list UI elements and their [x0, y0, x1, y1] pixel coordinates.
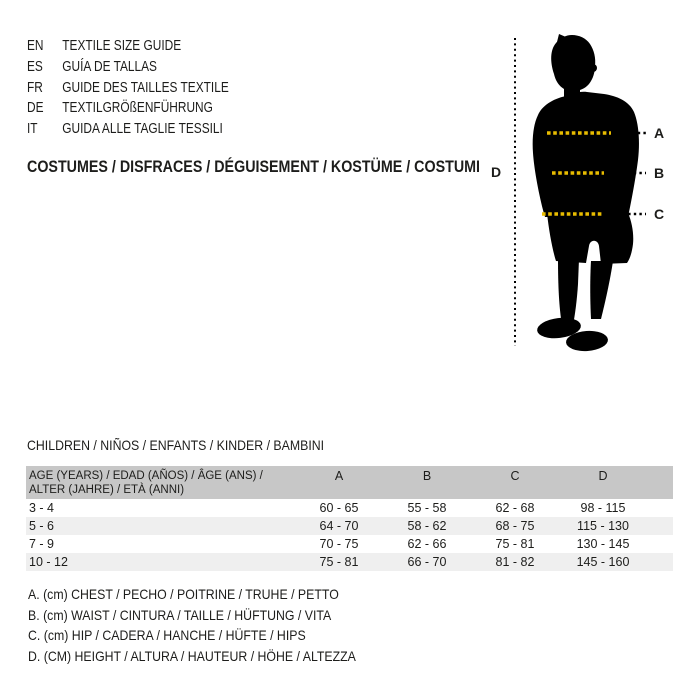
age-cell: 10 - 12 [29, 555, 68, 569]
age-cell: 7 - 9 [29, 537, 55, 551]
size-table [26, 466, 673, 571]
value-cell-c: 62 - 68 [495, 501, 535, 515]
header-spacer [647, 466, 673, 499]
age-header-line2: ALTER (JAHRE) / ETÀ (ANNI) [29, 484, 185, 496]
measure-label-d: D [491, 164, 502, 180]
language-row-de [27, 98, 229, 119]
value-cell-a: 70 - 75 [319, 537, 359, 551]
value-cell-b: 58 - 62 [407, 519, 447, 533]
category-title: COSTUMES / DISFRACES / DÉGUISEMENT / KOSTÜME / COSTUMI [27, 157, 481, 176]
age-header-line1: AGE (YEARS) / EDAD (AÑOS) / ÂGE (ANS) / [29, 470, 263, 482]
legend-item-waist: B. (cm) WAIST / CINTURA / TAILLE / HÜFTUNG / VITA [28, 606, 332, 623]
language-label: GUIDE DES TAILLES TEXTILE [62, 79, 229, 96]
column-header-c: C [510, 469, 520, 483]
language-code: IT [27, 121, 38, 138]
value-cell-b: 66 - 70 [407, 555, 447, 569]
value-cell-a: 64 - 70 [319, 519, 359, 533]
age-cell: 3 - 4 [29, 501, 55, 515]
measure-label-b: B [654, 165, 665, 181]
language-code: EN [27, 38, 44, 54]
column-header-b: B [422, 469, 432, 483]
language-code: ES [27, 58, 43, 75]
language-label: GUÍA DE TALLAS [62, 58, 157, 75]
language-label: TEXTILGRÖßENFÜHRUNG [62, 100, 213, 117]
table-row [26, 517, 673, 535]
measurement-legend [28, 584, 356, 667]
language-label: TEXTILE SIZE GUIDE [62, 38, 182, 54]
value-cell-c: 68 - 75 [495, 519, 535, 533]
table-row [26, 535, 673, 553]
column-header-a: A [334, 469, 344, 483]
language-row-en [27, 36, 229, 57]
value-cell-c: 81 - 82 [495, 555, 535, 569]
measurement-figure [478, 23, 700, 360]
language-code: FR [27, 79, 43, 96]
legend-item-hip: C. (cm) HIP / CADERA / HANCHE / HÜFTE / HIPS [28, 627, 306, 644]
language-row-es [27, 57, 229, 78]
language-code: DE [27, 100, 44, 117]
value-cell-d: 145 - 160 [576, 555, 630, 569]
table-header-row [26, 466, 673, 499]
value-cell-a: 60 - 65 [319, 501, 359, 515]
language-label: GUIDA ALLE TAGLIE TESSILI [62, 121, 223, 138]
value-cell-d: 98 - 115 [580, 501, 626, 515]
child-silhouette-icon [478, 23, 700, 360]
age-cell: 5 - 6 [29, 519, 55, 533]
value-cell-b: 62 - 66 [407, 537, 447, 551]
column-header-d: D [598, 469, 608, 483]
legend-item-chest: A. (cm) CHEST / PECHO / POITRINE / TRUHE / PETTO [28, 586, 339, 602]
value-cell-c: 75 - 81 [495, 537, 535, 551]
measure-label-c: C [654, 206, 665, 222]
value-cell-d: 130 - 145 [576, 537, 630, 551]
child-silhouette [533, 34, 639, 352]
language-list [27, 36, 229, 140]
measure-label-a: A [654, 125, 665, 141]
value-cell-b: 55 - 58 [407, 501, 447, 515]
value-cell-a: 75 - 81 [319, 555, 359, 569]
table-row [26, 553, 673, 571]
table-row [26, 499, 673, 517]
language-row-fr [27, 78, 229, 99]
value-cell-d: 115 - 130 [577, 519, 629, 533]
children-section-title: CHILDREN / NIÑOS / ENFANTS / KINDER / BAMBINI [27, 437, 325, 453]
legend-item-height: D. (CM) HEIGHT / ALTURA / HAUTEUR / HÖHE / ALTEZZA [28, 648, 356, 665]
language-row-it [27, 119, 229, 140]
age-column-header [26, 466, 295, 499]
